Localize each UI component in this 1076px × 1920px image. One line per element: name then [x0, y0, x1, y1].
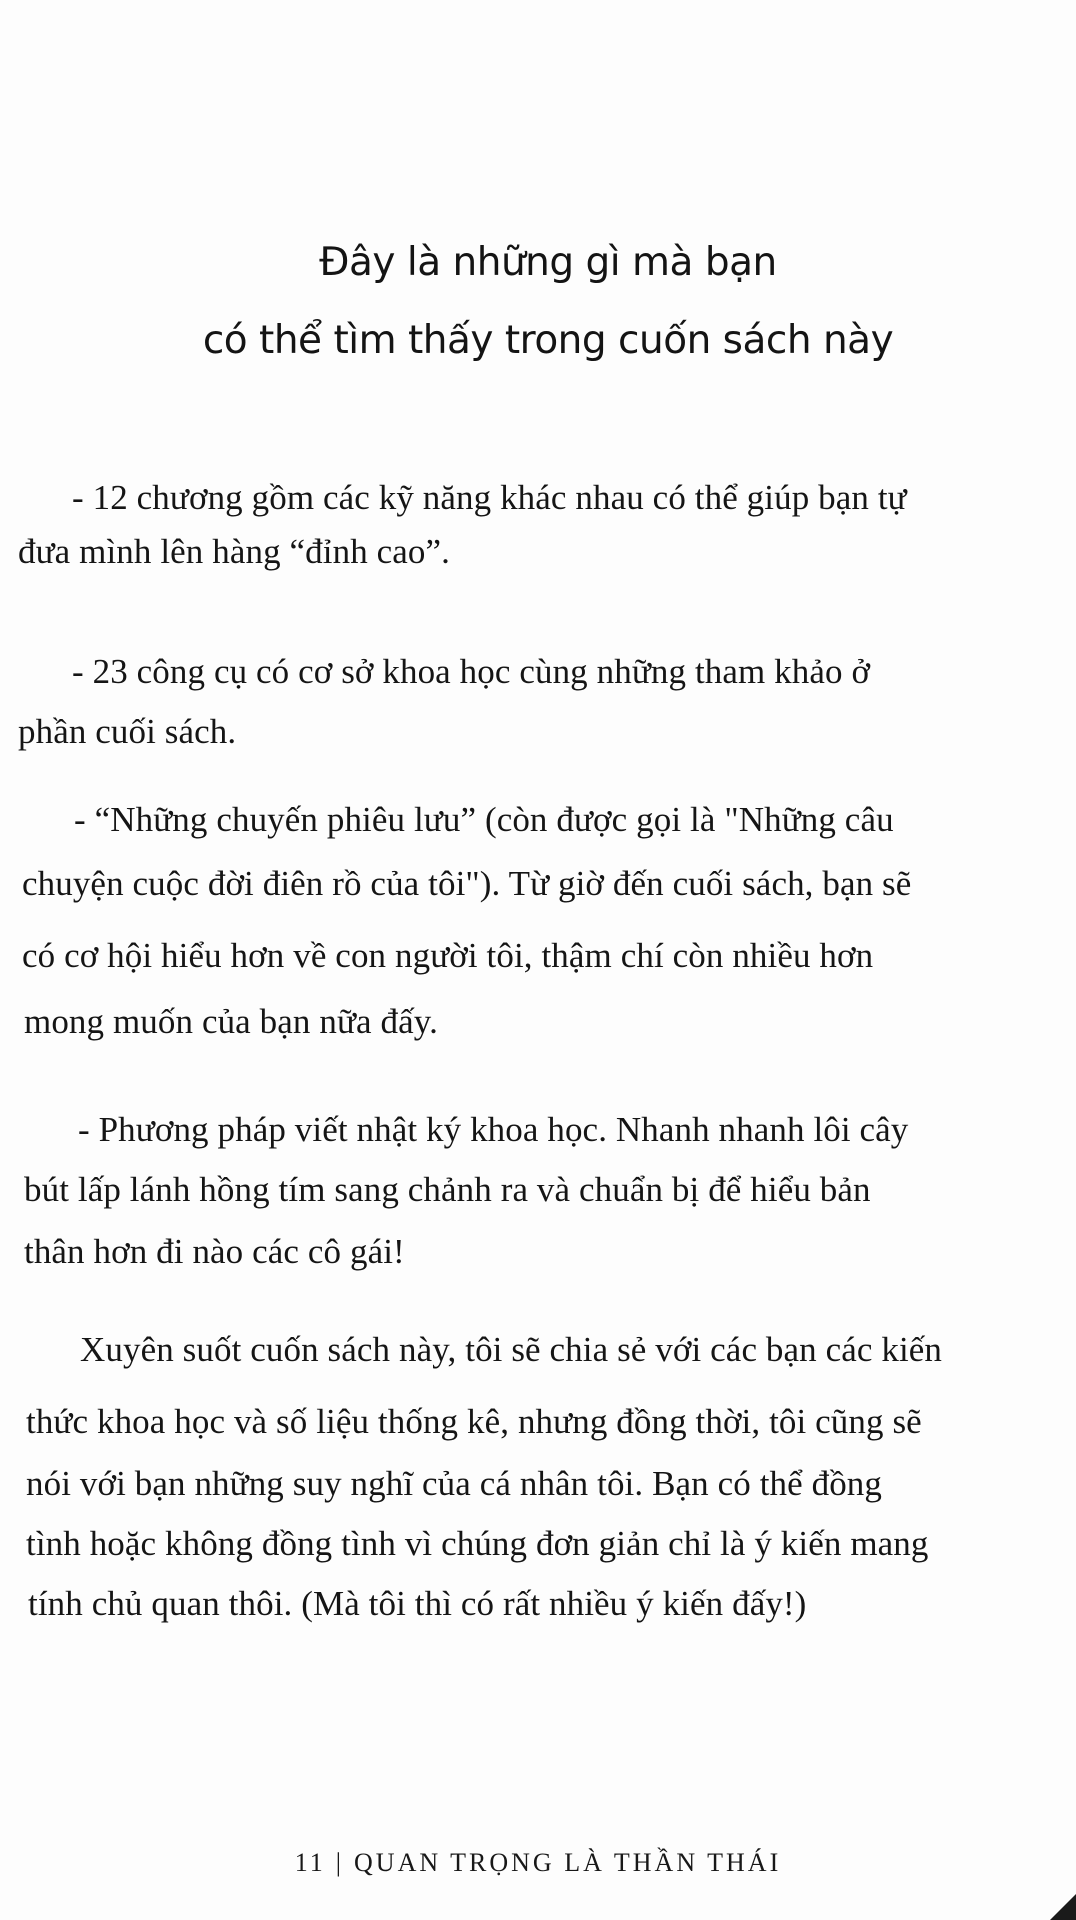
paragraph-4-line-3: thân hơn đi nào các cô gái!	[24, 1232, 405, 1271]
paragraph-5-line-1: Xuyên suốt cuốn sách này, tôi sẽ chia sẻ với các bạn các kiến	[80, 1330, 943, 1369]
paragraph-5-line-4: tình hoặc không đồng tình vì chúng đơn giản chỉ là ý kiến mang	[26, 1524, 929, 1563]
paragraph-3-line-1: - “Những chuyến phiêu lưu” (còn được gọi là "Những câu	[74, 800, 894, 839]
paragraph-4-line-1: - Phương pháp viết nhật ký khoa học. Nhanh nhanh lôi cây	[78, 1110, 909, 1149]
section-heading-line-2: có thể tìm thấy trong cuốn sách này	[202, 318, 894, 363]
paragraph-3-line-4: mong muốn của bạn nữa đấy.	[24, 1002, 438, 1041]
paragraph-3-line-2: chuyện cuộc đời điên rồ của tôi"). Từ giờ đến cuối sách, bạn sẽ	[22, 864, 912, 903]
page-corner-shadow	[1050, 1894, 1076, 1920]
page-number: 11	[294, 1848, 326, 1877]
footer-separator: |	[335, 1848, 345, 1877]
section-heading-line-1: Đây là những gì mà bạn	[319, 240, 777, 285]
paragraph-4-line-2: bút lấp lánh hồng tím sang chảnh ra và chuẩn bị để hiểu bản	[24, 1170, 871, 1209]
running-book-title: QUAN TRỌNG LÀ THẦN THÁI	[354, 1848, 782, 1877]
page-footer	[0, 1848, 1076, 1878]
paragraph-5-line-3: nói với bạn những suy nghĩ của cá nhân tôi. Bạn có thể đồng	[26, 1464, 882, 1503]
paragraph-1-line-1: - 12 chương gồm các kỹ năng khác nhau có thể giúp bạn tự	[72, 478, 907, 517]
paragraph-1-line-2: đưa mình lên hàng “đỉnh cao”.	[18, 532, 451, 571]
paragraph-2-line-1: - 23 công cụ có cơ sở khoa học cùng những tham khảo ở	[72, 652, 871, 691]
paragraph-2-line-2: phần cuối sách.	[18, 712, 237, 751]
paragraph-5-line-2: thức khoa học và số liệu thống kê, nhưng đồng thời, tôi cũng sẽ	[26, 1402, 922, 1441]
paragraph-5-line-5: tính chủ quan thôi. (Mà tôi thì có rất nhiều ý kiến đấy!)	[28, 1584, 807, 1623]
paragraph-3-line-3: có cơ hội hiểu hơn về con người tôi, thậm chí còn nhiều hơn	[22, 936, 874, 975]
